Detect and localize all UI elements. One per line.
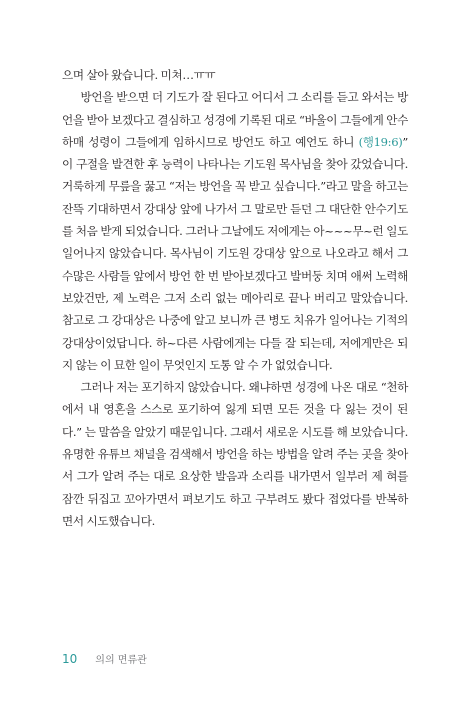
paragraph-text: ” 이 구절을 발견한 후 능력이 나타나는 기도원 목사님을 찾아 갔었습니다. 거룩하게 무릎을 꿇고 “저는 방언을 꼭 받고 싶습니다.”라고 말을 하고는 잔뜩 기대하면서 강대상 앞에 나가서 그 말로만 듣던 그 대단한 안수기도를 처음 받게 되었습니다. 그러나 그날에도 저에게는 아~~~무~런 일도 일어나지 않았습니다. 목사님이 기도원 강대상 앞으로 나오라고 해서 그 수많은 사람들 앞에서 방언 한 번 받아보겠다고 발버둥 치며 애써 노력해 보았건만, 제 노력은 그저 소리 없는 메아리로 끝나 버리고 말았습니다. 참고로 그 강대상은 나중에 알고 보니까 큰 병도 치유가 일어나는 기적의 강대상이었답니다. 하~다른 사람에게는 다들 잘 되는데, 저에게만은 되지 않는 이 묘한 일이 무엇인지 도통 알 수 가 없었습니다. [62, 134, 408, 372]
page-footer [62, 651, 147, 666]
paragraph-text: 방언을 받으면 더 기도가 잘 된다고 어디서 그 소리를 듣고 와서는 방언을 받아 보겠다고 결심하고 성경에 기록된 대로 “바울이 그들에게 안수하매 성령이 그들에게 임하시므로 방언도 하고 예언도 하니 [62, 90, 408, 149]
paragraph [62, 64, 408, 86]
paragraph [62, 376, 408, 532]
body-text [62, 64, 408, 532]
paragraph-text: 그러나 저는 포기하지 않았습니다. 왜냐하면 성경에 나온 대로 “천하에서 내 영혼을 스스로 포기하여 잃게 되면 모든 것을 다 잃는 것이 된다.” 는 말씀을 알았기 때문입니다. 그래서 새로운 시도를 해 보았습니다. 유명한 유튜브 채널을 검색해서 방언을 하는 방법을 알려 주는 곳을 찾아서 그가 알려 주는 대로 요상한 발음과 소리를 내가면서 일부러 제 혀를 잠깐 뒤집고 꼬아가면서 펴보기도 하고 구부려도 봤다 접었다를 반복하면서 시도했습니다. [62, 380, 408, 528]
page-number: 10 [62, 652, 78, 666]
running-title: 의의 면류관 [95, 655, 147, 666]
paragraph [62, 86, 408, 376]
paragraph-text: 으며 살아 왔습니다. 미쳐…ㅠㅠ [62, 68, 216, 82]
scripture-reference: (행19:6) [358, 134, 403, 149]
